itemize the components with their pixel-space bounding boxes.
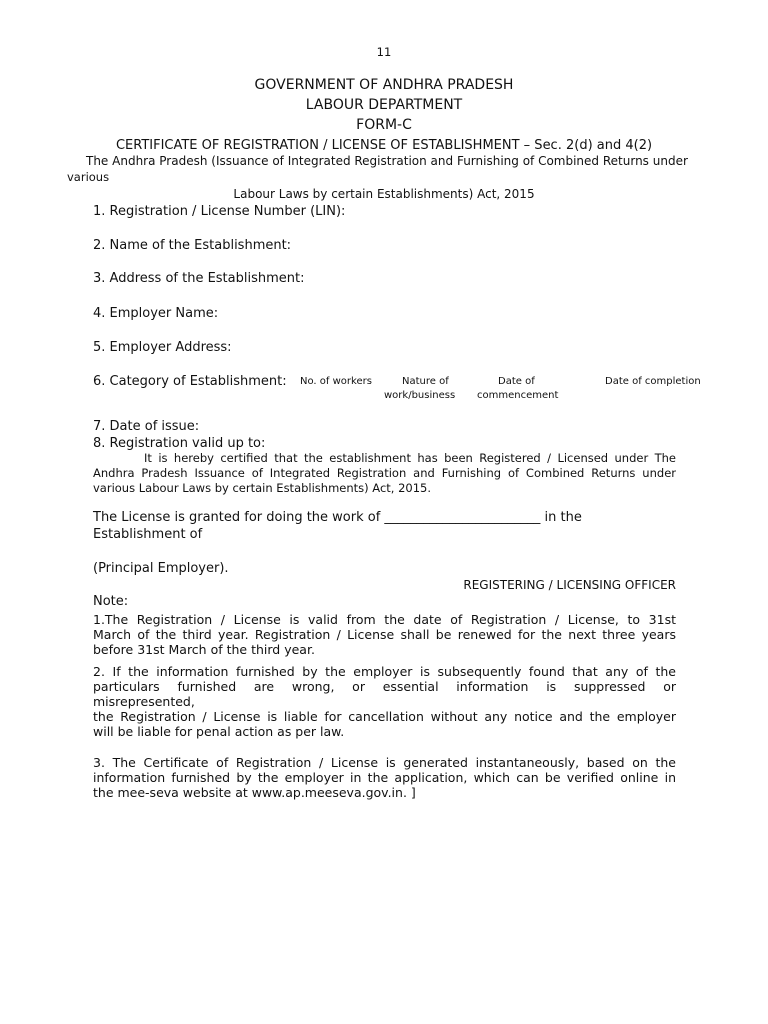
note-1-line-1: 1.The Registration / License is valid from the date of Registration / License, to 31st <box>93 612 676 627</box>
note-2-line-3: misrepresented, <box>93 694 195 709</box>
certification-line-2: Andhra Pradesh Issuance of Integrated Registration and Furnishing of Combined Returns under <box>93 466 676 480</box>
note-2-line-4: the Registration / License is liable for cancellation without any notice and the employer <box>93 709 676 724</box>
field-date-of-issue: 7. Date of issue: <box>93 419 200 434</box>
field-category: 6. Category of Establishment: <box>93 374 287 389</box>
field-employer-name: 4. Employer Name: <box>93 306 219 321</box>
form-heading: FORM-C <box>356 117 412 133</box>
note-3-line-2: information furnished by the employer in the application, which can be verified online in <box>93 770 676 785</box>
note-2-line-5: will be liable for penal action as per law. <box>93 724 345 739</box>
note-3-line-1: 3. The Certificate of Registration / License is generated instantaneously, based on the <box>93 755 676 770</box>
column-date-of-completion: Date of completion <box>605 376 701 387</box>
field-lin: 1. Registration / License Number (LIN): <box>93 204 346 219</box>
note-1 <box>93 612 676 657</box>
act-line-1: The Andhra Pradesh (Issuance of Integrated Registration and Furnishing of Combined Returns under <box>86 154 688 168</box>
note-2 <box>93 664 676 739</box>
column-commencement-line-2: commencement <box>477 390 559 401</box>
note-1-line-2: March of the third year. Registration / License shall be renewed for the next three years <box>93 627 676 642</box>
certificate-title: CERTIFICATE OF REGISTRATION / LICENSE OF ESTABLISHMENT – Sec. 2(d) and 4(2) <box>115 138 653 153</box>
page-number: 11 <box>376 45 392 59</box>
principal-employer: (Principal Employer). <box>93 561 229 576</box>
license-grant-line-1: The License is granted for doing the work of ________________________ in the <box>93 510 582 525</box>
note-1-line-3: before 31st March of the third year. <box>93 642 315 657</box>
column-no-of-workers: No. of workers <box>300 376 372 387</box>
note-2-line-2: particulars furnished are wrong, or essential information is suppressed or <box>93 679 676 694</box>
column-commencement-line-1: Date of <box>498 376 535 387</box>
note-3-line-3: the mee-seva website at www.ap.meeseva.gov.in. ] <box>93 785 416 800</box>
act-line-2: Labour Laws by certain Establishments) Act, 2015 <box>233 187 535 201</box>
note-heading: Note: <box>93 594 129 609</box>
certification-line-1: It is hereby certified that the establishment has been Registered / Licensed under The <box>144 451 676 465</box>
act-line-1-continued: various <box>67 170 110 184</box>
column-nature-line-1: Nature of <box>402 376 449 387</box>
certification-line-3: various Labour Laws by certain Establishments) Act, 2015. <box>93 481 432 495</box>
field-valid-up-to: 8. Registration valid up to: <box>93 436 266 451</box>
field-establishment-address: 3. Address of the Establishment: <box>93 271 305 286</box>
field-employer-address: 5. Employer Address: <box>93 340 232 355</box>
registering-officer: REGISTERING / LICENSING OFFICER <box>463 578 676 592</box>
certification-paragraph <box>93 451 676 496</box>
government-heading: GOVERNMENT OF ANDHRA PRADESH <box>254 77 514 93</box>
column-nature-line-2: work/business <box>384 390 456 401</box>
department-heading: LABOUR DEPARTMENT <box>305 97 463 113</box>
note-3 <box>93 755 676 800</box>
note-2-line-1: 2. If the information furnished by the employer is subsequently found that any of the <box>93 664 676 679</box>
field-establishment-name: 2. Name of the Establishment: <box>93 238 292 253</box>
license-grant-line-2: Establishment of <box>93 527 203 542</box>
